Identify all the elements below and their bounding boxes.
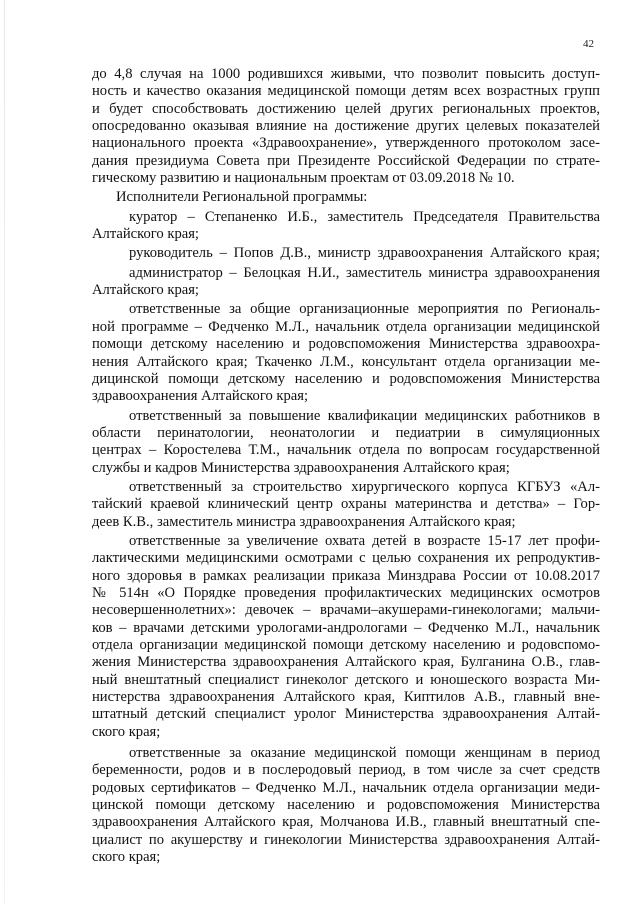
text-line: здравоохранения Алтайского края, Молчанова И.В., главный внештатный спе- (92, 814, 600, 831)
text-line: деев К.В., заместитель министра здравоохранения Алтайского края; (92, 513, 516, 530)
text-line: администратор – Белоцкая Н.И., заместитель министра здравоохранения (129, 264, 600, 281)
text-line: ной программе – Федченко М.Л., начальник отдела организации медицинской (92, 318, 600, 335)
text-line: области перинатологии, неонатологии и педиатрии в симуляционных (92, 424, 600, 441)
text-line: несовершеннолетних»: девочек – врачами–акушерами-гинекологами; мальчи- (92, 602, 600, 619)
text-line: тайский краевой клинический центр охраны материнства и детства» – Гор- (92, 496, 600, 513)
body-text (92, 66, 600, 866)
text-line: до 4,8 случая на 1000 родившихся живыми, что позволит повысить доступ- (92, 66, 600, 82)
text-line: руководитель – Попов Д.В., министр здравоохранения Алтайского края; (129, 245, 600, 262)
text-line: нения Алтайского края; Ткаченко Л.М., консультант отдела организации ме- (92, 353, 600, 370)
text-line: ского края; (92, 849, 161, 866)
text-line: ность и качество оказания медицинской помощи детям всех возрастных групп (92, 83, 600, 100)
text-line: беременности, родов и в послеродовый период, в том числе за счет средств (92, 762, 600, 779)
text-line: гическому развитию и национальным проектам от 03.09.2018 № 10. (92, 170, 515, 187)
text-line: циалист по акушерству и гинекологии Министерства здравоохранения Алтай- (92, 831, 600, 848)
text-line: нистерства здравоохранения Алтайского края, Киптилов А.В., главный вне- (92, 689, 600, 706)
text-line: отдела организации медицинской помощи детскому населению и родовспомо- (92, 637, 600, 653)
text-line: лактическими медицинскими осмотрами с целью сохранения их репродуктив- (92, 550, 600, 567)
text-line: опосредованно оказывая влияние на достижение других целевых показателей (92, 118, 600, 135)
text-line: ков – врачами детскими урологами-андрологами – Федченко М.Л., начальник (92, 619, 600, 636)
text-line: Алтайского края; (92, 226, 199, 243)
text-line: здравоохранения Алтайского края; (92, 388, 309, 405)
text-line: и будет способствовать достижению целей других региональных проектов, (92, 100, 600, 117)
text-line: ответственные за оказание медицинской помощи женщинам в период (129, 745, 600, 762)
text-line: ответственные за увеличение охвата детей в возрасте 15-17 лет профи- (129, 532, 600, 549)
text-line: № 514н «О Порядке проведения профилактических медицинских осмотров (92, 584, 600, 601)
text-line: центрах – Коростелева Т.М., начальник отдела по вопросам государственной (92, 442, 600, 459)
text-line: дицинской помощи детскому населению и родовспоможения Министерства (92, 370, 600, 387)
text-line: Исполнители Региональной программы: (116, 189, 368, 206)
text-line: службы и кадров Министерства здравоохранения Алтайского края; (92, 459, 510, 476)
text-line: ского края; (92, 723, 161, 740)
text-line: ответственный за повышение квалификации медицинских работников в (129, 407, 600, 424)
text-line: ответственные за общие организационные мероприятия по Региональ- (129, 301, 600, 318)
text-line: дания президиума Совета при Президенте Российской Федерации по страте- (92, 152, 600, 169)
text-line: Алтайского края; (92, 282, 199, 299)
text-line: ного здоровья в рамках реализации приказа Минздрава России от 10.08.2017 (92, 567, 600, 584)
text-line: куратор – Степаненко И.Б., заместитель Председателя Правительства (129, 208, 600, 225)
scan-edge-line (4, 0, 5, 905)
text-line: помощи детскому населению и родовспоможения Министерства здравоохра- (92, 336, 600, 353)
page-number: 42 (583, 38, 594, 50)
text-line: цинской помощи детскому населению и родовспоможения Министерства (92, 797, 600, 814)
text-line: штатный детский специалист уролог Министерства здравоохранения Алтай- (92, 706, 600, 723)
text-line: национального проекта «Здравоохранение», утвержденного протоколом засе- (92, 135, 600, 152)
text-line: жения Министерства здравоохранения Алтайского края, Булганина О.В., глав- (92, 654, 600, 671)
text-line: ответственный за строительство хирургического корпуса КГБУЗ «Ал- (129, 478, 600, 495)
text-line: родовых сертификатов – Федченко М.Л., начальник отдела организации меди- (92, 779, 600, 796)
text-line: ный внештатный специалист гинеколог детского и юношеского возраста Ми- (92, 671, 600, 688)
